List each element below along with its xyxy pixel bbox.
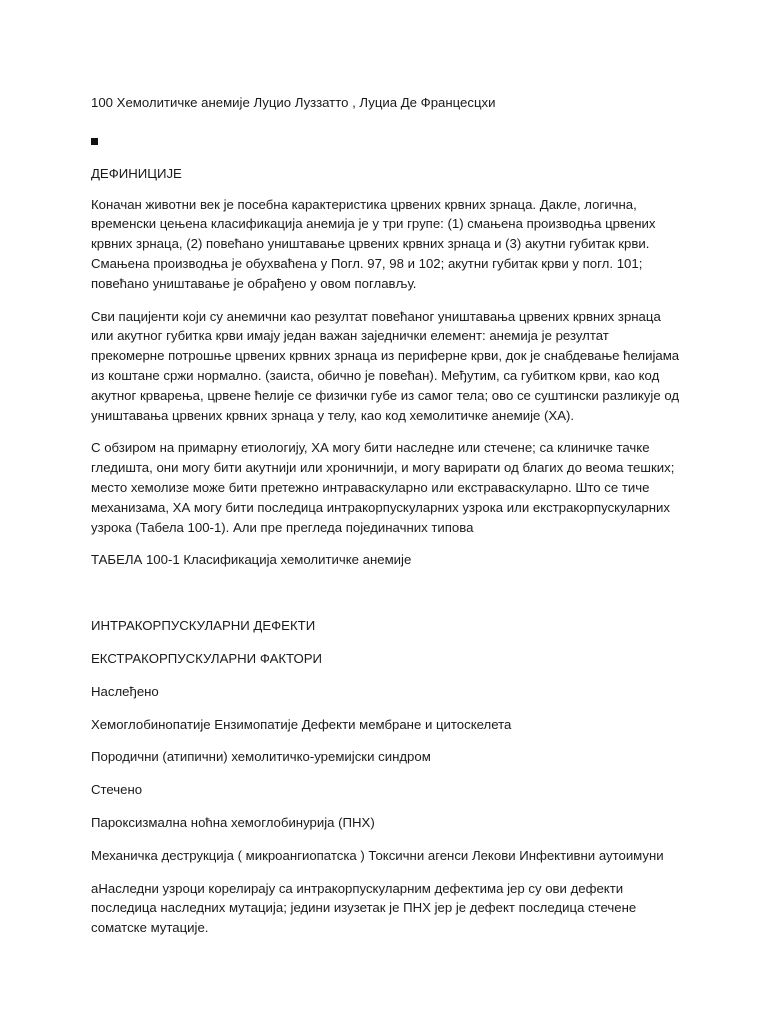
- table-row-acquired: Стечено: [91, 782, 143, 798]
- heading-definitions: ДЕФИНИЦИЈЕ: [91, 165, 182, 181]
- table-cell-acquired-intra: Пароксизмална ноћна хемоглобинурија (ПНХ): [91, 814, 375, 830]
- table-footnote: аНаследни узроци корелирају са интракорпускуларним дефектима јер су ови дефекти последица наследних мутација; једини изузетак је ПНХ јер је дефект последица стечене соматске мутације.: [91, 880, 637, 936]
- bullet-line: [91, 131, 681, 151]
- table-column-intracorpuscular: ИНТРАКОРПУСКУЛАРНИ ДЕФЕКТИ: [91, 618, 316, 634]
- paragraph-2: Сви пацијенти који су анемични као резултат повећаног уништавања црвених крвних зрнаца или акутног губитка крви имају један важан заједнички елемент: анемија је резултат прекомерне потрошње црвених крвних зрнаца из периферне крви, док је снабдевање ћелијама из коштане сржи нормално. (заиста, обично је повећан). Међутим, са губитком крви, као код акутног крварења, црвене ћелије се физички губе из самог тела; ово се суштински разликује од уништавања црвених крвних зрнаца у телу, као код хемолитичке анемије (ХА).: [91, 308, 680, 423]
- paragraph-3: С обзиром на примарну етиологију, ХА могу бити наследне или стечене; са клиничке тачке гледишта, они могу бити акутнији или хроничнији, и могу варирати од благих до веома тешких; место хемолизе може бити претежно интраваскуларно или екстраваскуларно. Што се тиче механизама, ХА могу бити последица интракорпускуларних узрока или екстракорпускуларних узрока (Табела 100-1). Али пре прегледа појединачних типова: [91, 440, 675, 535]
- table-row-inherited: Наслеђено: [91, 683, 159, 699]
- table-cell-inherited-intra: Хемоглобинопатије Ензимопатије Дефекти мембране и цитоскелета: [91, 716, 512, 732]
- table-column-extracorpuscular: ЕКСТРАКОРПУСКУЛАРНИ ФАКТОРИ: [91, 650, 323, 666]
- square-bullet-icon: [91, 138, 98, 145]
- document-title: 100 Хемолитичке анемије Луцио Луззатто , Луциа Де Францесцхи: [91, 95, 496, 110]
- table-cell-acquired-extra: Механичка деструкција ( микроангиопатска ) Токсични агенси Лекови Инфективни аутоимуни: [91, 847, 664, 863]
- paragraph-1: Коначан животни век је посебна карактеристика црвених крвних зрнаца. Дакле, логична, временски цењена класификација анемија је у три групе: (1) смањена производња црвених крвних зрнаца, (2) повећано уништавање црвених крвних зрнаца и (3) акутни губитак крви. Смањена производња је обухваћена у Погл. 97, 98 и 102; акутни губитак крви у погл. 101; повећано уништавање је обрађено у овом поглављу.: [91, 196, 656, 291]
- table-caption: ТАБЕЛА 100-1 Класификација хемолитичке анемије: [91, 552, 412, 568]
- table-cell-inherited-extra: Породични (атипични) хемолитичко-уремијски синдром: [91, 749, 431, 765]
- document-body: [91, 93, 681, 938]
